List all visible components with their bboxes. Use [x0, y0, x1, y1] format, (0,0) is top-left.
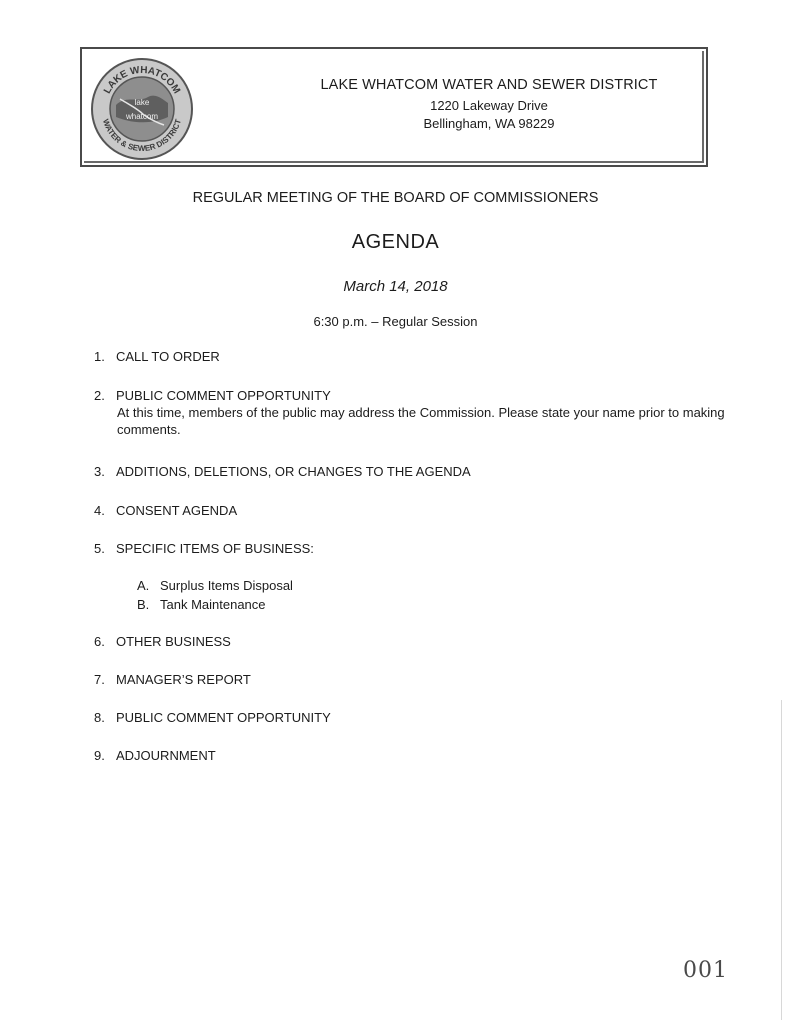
svg-text:LAKE WHATCOM: LAKE WHATCOM	[102, 64, 182, 96]
agenda-item-2	[94, 387, 725, 437]
svg-text:lake: lake	[134, 98, 150, 107]
meeting-date: March 14, 2018	[343, 278, 448, 295]
item-label: CALL TO ORDER	[116, 349, 220, 364]
agenda-item-1	[94, 348, 220, 365]
item-label: PUBLIC COMMENT OPPORTUNITY	[116, 388, 331, 403]
item-description: At this time, members of the public may address the Commission. Please state your name prior to making comments.	[117, 405, 725, 437]
sub-item-a	[137, 578, 293, 593]
letterhead-box	[80, 47, 708, 167]
sub-item-label: Tank Maintenance	[160, 597, 266, 612]
sub-item-letter: B.	[137, 597, 150, 612]
item-number: 5.	[94, 541, 105, 556]
letterhead-text	[282, 77, 696, 133]
item-number: 2.	[94, 388, 105, 403]
item-number: 7.	[94, 672, 105, 687]
address-line-1: 1220 Lakeway Drive	[430, 98, 548, 113]
item-label: ADDITIONS, DELETIONS, OR CHANGES TO THE AGENDA	[116, 464, 471, 479]
district-seal-logo	[86, 53, 198, 165]
agenda-item-4	[94, 502, 237, 519]
item-label: OTHER BUSINESS	[116, 634, 231, 649]
item-label: ADJOURNMENT	[116, 748, 216, 763]
session-time: 6:30 p.m. – Regular Session	[313, 314, 478, 329]
agenda-item-8	[94, 709, 331, 726]
item-label: SPECIFIC ITEMS OF BUSINESS:	[116, 541, 314, 556]
agenda-title: AGENDA	[351, 231, 440, 253]
agenda-item-3	[94, 463, 471, 480]
item-label: CONSENT AGENDA	[116, 503, 238, 518]
item-label: MANAGER’S REPORT	[116, 672, 251, 687]
meeting-title: REGULAR MEETING OF THE BOARD OF COMMISSIONERS	[192, 190, 599, 206]
page-number: 001	[683, 958, 728, 983]
item-label: PUBLIC COMMENT OPPORTUNITY	[116, 710, 331, 725]
sub-item-label: Surplus Items Disposal	[160, 578, 293, 593]
scan-edge-line	[781, 700, 782, 1020]
agenda-item-6	[94, 633, 231, 650]
item-number: 6.	[94, 634, 105, 649]
sub-item-letter: A.	[137, 578, 150, 593]
agenda-item-9	[94, 747, 216, 764]
item-number: 4.	[94, 503, 105, 518]
svg-text:WATER & SEWER DISTRICT: WATER & SEWER DISTRICT	[100, 117, 183, 154]
agenda-item-5	[94, 540, 314, 557]
svg-text:whatcom: whatcom	[125, 112, 159, 121]
address-line-2: Bellingham, WA 98229	[423, 116, 555, 131]
item-number: 8.	[94, 710, 105, 725]
item-number: 1.	[94, 349, 105, 364]
item-number: 9.	[94, 748, 105, 763]
agenda-item-7	[94, 671, 251, 688]
sub-item-b	[137, 597, 266, 612]
organization-name: LAKE WHATCOM WATER AND SEWER DISTRICT	[320, 77, 658, 93]
item-number: 3.	[94, 464, 105, 479]
